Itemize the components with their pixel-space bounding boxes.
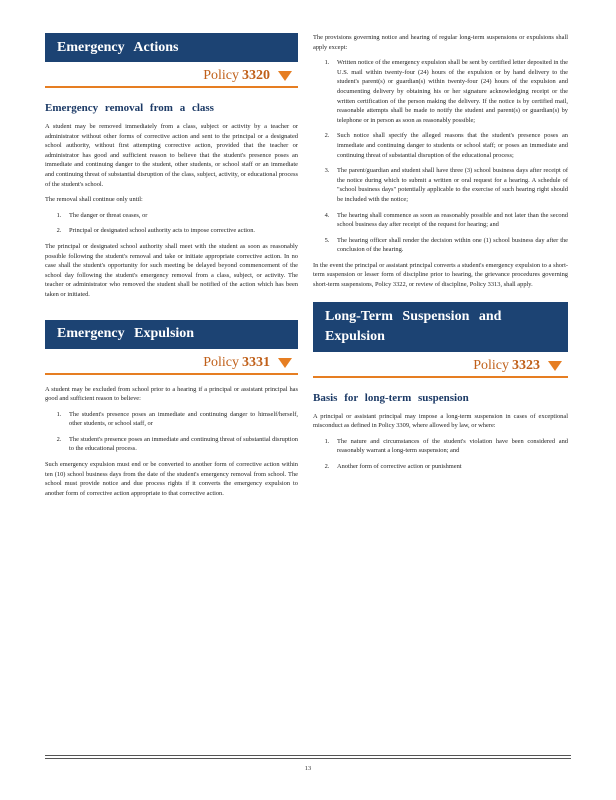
- removal-conditions-list: [45, 211, 298, 236]
- policy-3323-row: [313, 358, 568, 378]
- list-item: 5. The hearing officer shall render the decision within one (1) school business day after the conclusion of the hearing.: [331, 236, 568, 255]
- principal-meeting-paragraph: The principal or designated school authority shall meet with the student as soon as reasonably possible following the student's removal and take or initiate appropriate corrective action. In no case shall the student's opportunity for such meeting be delayed beyond commencement of the school day following the student's emergency removal from a class, subject, or activity. The teacher or administrator who removed the student shall be notified of the action which has been taken or initiated.: [45, 242, 298, 298]
- expulsion-conditions-list: [45, 410, 298, 454]
- list-item: 3. The parent/guardian and student shall have three (3) school business days after receipt of the notice during which to submit a written or oral request for a hearing. A schedule of "school business days" potentially applicable to the exercise of such hearing right should be included with the notice;: [331, 166, 568, 204]
- page-number: 13: [304, 765, 312, 772]
- policy-label: Policy: [203, 68, 239, 83]
- policy-label: Policy: [473, 357, 509, 373]
- emergency-expulsion-banner: [45, 320, 298, 349]
- triangle-down-icon: [278, 71, 292, 81]
- emergency-expulsion-heading: Emergency Expulsion: [57, 326, 195, 341]
- expulsion-conversion-paragraph: Such emergency expulsion must end or be converted to another form of corrective action within ten (10) school business days from the date of the student's emergency removal from school. The school must provide notice and due process rights if it converts the emergency expulsion to another form of corrective action appropriate to that corrective action.: [45, 461, 298, 497]
- list-item: 2. Principal or designated school authority acts to impose corrective action.: [63, 226, 298, 236]
- footer-rule-bottom: [45, 758, 571, 759]
- triangle-down-icon: [278, 358, 292, 368]
- emergency-removal-subhead: Emergency removal from a class: [45, 102, 214, 114]
- list-item: 1. The nature and circumstances of the student's violation have been considered and reasonably warrant a long-term suspension; and: [331, 437, 568, 456]
- long-term-basis-subhead: Basis for long-term suspension: [313, 391, 469, 404]
- triangle-down-icon: [548, 361, 562, 371]
- footer-rule-top: [45, 755, 571, 756]
- policy-3320-row: [45, 68, 298, 88]
- policy-3331-row: [45, 355, 298, 375]
- list-item: 1. Written notice of the emergency expulsion shall be sent by certified letter deposited in the U.S. mail within twenty-four (24) hours of the expulsion or by hand delivery to the student's parent(s) or guardian(s) within twenty-four (24) hours of the expulsion and documenting delivery by obtaining his or her signature acknowledging receipt or the written certification of the person making the delivery. If the notice is by certified mail, reasonable attempts shall be made to notify the student and parent(s) or guardian(s) by telephone or in person as soon as reasonably possible;: [331, 58, 568, 125]
- list-item: 2. Another form of corrective action or punishment: [331, 462, 568, 472]
- provisions-exceptions-list: [313, 58, 568, 255]
- expulsion-intro-paragraph: A student may be excluded from school prior to a hearing if a principal or assistant principal has good and sufficient reason to believe:: [45, 385, 298, 403]
- long-term-heading-line2: Expulsion: [325, 328, 385, 344]
- list-item: 1. The student's presence poses an immediate and continuing danger to himself/herself, other students, or school staff, or: [63, 410, 298, 429]
- long-term-heading-line1: Long-Term Suspension and: [325, 308, 502, 324]
- policy-number: 3323: [512, 357, 540, 373]
- list-item: 1. The danger or threat ceases, or: [63, 211, 298, 221]
- policy-number: 3331: [242, 354, 270, 370]
- conversion-event-paragraph: In the event the principal or assistant principal converts a student's emergency expulsion to a short-term suspension or lesser form of discipline prior to hearing, the grievance procedures governing short-term suspensions, Policy 3322, or review of discipline, Policy 3313, shall apply.: [313, 261, 568, 289]
- list-item: 2. Such notice shall specify the alleged reasons that the student's presence poses an immediate and continuing danger to students or school staff; or poses an immediate and continuing threat of substantial disruption of the educational process;: [331, 131, 568, 160]
- provisions-intro-paragraph: The provisions governing notice and hearing of regular long-term suspensions or expulsions shall apply except:: [313, 34, 568, 51]
- left-column: [45, 0, 298, 504]
- emergency-removal-paragraph: A student may be removed immediately from a class, subject or activity by a teacher or administrator without other forms of corrective action and sent to the principal or a designated school authority, without first attempting corrective action, provided that the teacher or administrator has good and sufficient reason to believe that the student's presence poses an immediate and continuing danger to the student, other students, or school staff or an immediate and continuing threat of substantial disruption of the class, subject, activity, or educational process of the student's school.: [45, 123, 298, 188]
- long-term-suspension-banner: [313, 302, 568, 352]
- policy-number: 3320: [242, 68, 270, 83]
- long-term-conditions-list: [313, 437, 568, 472]
- removal-continue-paragraph: The removal shall continue only until:: [45, 196, 143, 204]
- long-term-basis-paragraph: A principal or assistant principal may impose a long-term suspension in cases of exceptional misconduct as defined in Policy 3309, where allowed by law, or where:: [313, 412, 568, 430]
- emergency-actions-heading: Emergency Actions: [57, 39, 179, 55]
- right-column: [313, 0, 568, 478]
- policy-label: Policy: [203, 354, 239, 370]
- emergency-actions-banner: [45, 33, 298, 62]
- list-item: 2. The student's presence poses an immediate and continuing threat of substantial disruption to the educational process.: [63, 435, 298, 454]
- list-item: 4. The hearing shall commence as soon as reasonably possible and not later than the second school business day after receipt of the request for hearing; and: [331, 211, 568, 230]
